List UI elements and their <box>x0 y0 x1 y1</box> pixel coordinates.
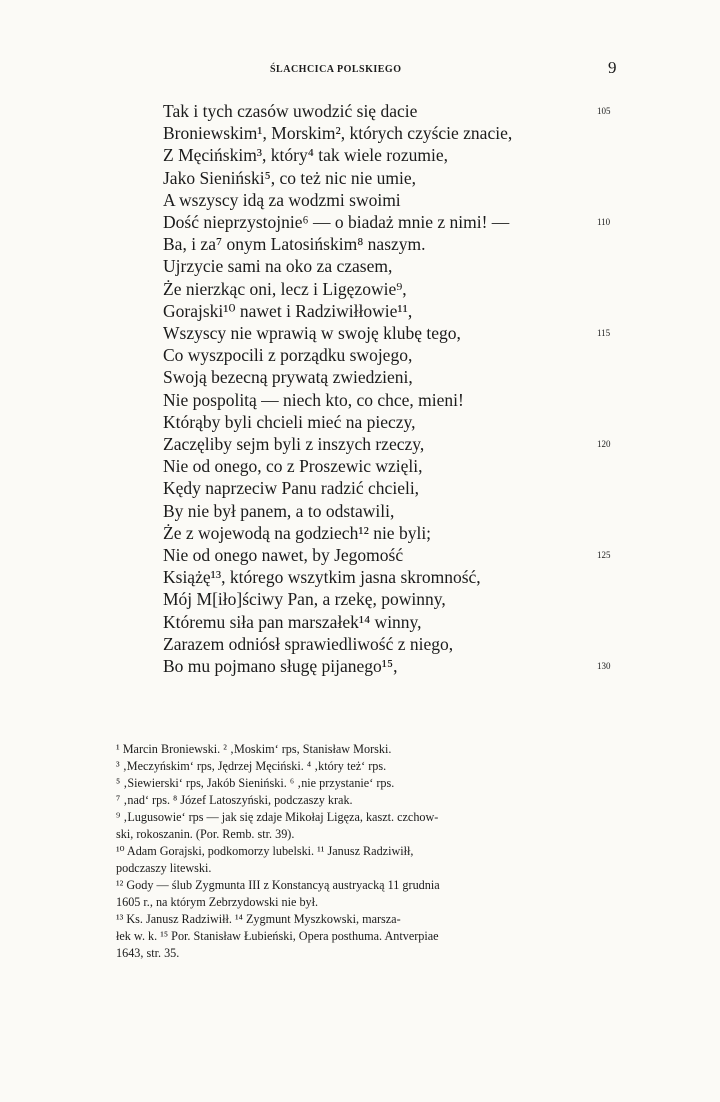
poem-line: Gorajski¹⁰ nawet i Radziwiłłowie¹¹, <box>163 300 413 321</box>
poem-line: Nie pospolitą — niech kto, co chce, mieni! <box>163 389 464 410</box>
poem-line: Ba, i za⁷ onym Latosińskim⁸ naszym. <box>163 234 426 255</box>
poem-line: Jako Sieniński⁵, co też nic nie umie, <box>163 167 416 188</box>
poem-line: Swoją bezecną prywatą zwiedzieni, <box>163 367 413 388</box>
poem-line: Broniewskim¹, Morskim², których czyście znacie, <box>163 123 513 144</box>
footnote-line: ¹³ Ks. Janusz Radziwiłł. ¹⁴ Zygmunt Myszkowski, marsza- <box>116 912 401 926</box>
line-number: 110 <box>597 217 611 227</box>
page-number: 9 <box>608 58 617 77</box>
footnote-line: ski, rokoszanin. (Por. Remb. str. 39). <box>116 827 295 841</box>
footnote-line: ⁵ ‚Siewierski‘ rps, Jakób Sieniński. ⁶ ‚nie przystanie‘ rps. <box>116 776 395 790</box>
poem-line: Kędy naprzeciw Panu radzić chcieli, <box>163 478 420 499</box>
footnote-line: ⁷ ‚nad‘ rps. ⁸ Józef Latoszyński, podczaszy krak. <box>116 793 353 807</box>
poem-line: Tak i tych czasów uwodzić się dacie <box>163 101 418 121</box>
footnote-line: ¹² Gody — ślub Zygmunta III z Konstancyą austryacką 11 grudnia <box>116 878 440 892</box>
poem-line: Co wyszpocili z porządku swojego, <box>163 345 413 366</box>
poem-line: Bo mu pojmano sługę pijanego¹⁵, <box>163 656 398 676</box>
footnote-line: łek w. k. ¹⁵ Por. Stanisław Łubieński, Opera posthuma. Antverpiae <box>116 929 439 943</box>
poem-line: Zarazem odniósł sprawiedliwość z niego, <box>163 633 454 654</box>
poem-line: A wszyscy idą za wodzmi swoimi <box>163 189 401 210</box>
poem-line: Że z wojewodą na godziech¹² nie byli; <box>163 522 432 543</box>
poem-line: Wszyscy nie wprawią w swoję klubę tego, <box>163 323 461 343</box>
poem-line: Dość nieprzystojnie⁶ — o biadaż mnie z nimi! — <box>163 212 510 232</box>
footnote-line: 1643, str. 35. <box>116 946 180 960</box>
footnote-line: ¹ Marcin Broniewski. ² ‚Moskim‘ rps, Stanisław Morski. <box>116 742 392 756</box>
line-number: 105 <box>597 106 611 116</box>
footnote-line: ⁹ ‚Lugusowie‘ rps — jak się zdaje Mikołaj Ligęza, kaszt. czchow- <box>116 810 439 824</box>
poem-line: Któremu siła pan marszałek¹⁴ winny, <box>163 611 422 632</box>
footnote-line: 1605 r., na którym Zebrzydowski nie był. <box>116 895 319 909</box>
poem-line: Książę¹³, którego wszytkim jasna skromność, <box>163 567 481 588</box>
poem-line: Że nierzkąc oni, lecz i Ligęzowie⁹, <box>163 278 407 299</box>
footnotes <box>116 741 616 962</box>
footnote-line: ¹⁰ Adam Gorajski, podkomorzy lubelski. ¹¹ Janusz Radziwiłł, <box>116 844 414 858</box>
poem-line: Zaczęliby sejm byli z inszych rzeczy, <box>163 434 425 454</box>
poem-line: Z Męcińskim³, który⁴ tak wiele rozumie, <box>163 145 448 166</box>
poem-line: Nie od onego, co z Proszewic wzięli, <box>163 456 423 477</box>
line-number: 120 <box>597 439 611 449</box>
poem-line: Którąby byli chcieli mieć na pieczy, <box>163 411 416 432</box>
footnote-line: ³ ‚Meczyńskim‘ rps, Jędrzej Męciński. ⁴ ‚który też‘ rps. <box>116 759 387 773</box>
poem-line: Mój M[iło]ściwy Pan, a rzekę, powinny, <box>163 589 446 610</box>
line-number: 115 <box>597 328 611 338</box>
line-number: 130 <box>597 661 611 671</box>
footnote-line: podczaszy litewski. <box>116 861 212 875</box>
running-head: ŚLACHCICA POLSKIEGO <box>270 64 402 75</box>
poem-line: By nie był panem, a to odstawili, <box>163 500 395 521</box>
line-number: 125 <box>597 550 611 560</box>
poem-line: Ujrzycie sami na oko za czasem, <box>163 256 393 277</box>
poem-line: Nie od onego nawet, by Jegomość <box>163 545 404 565</box>
